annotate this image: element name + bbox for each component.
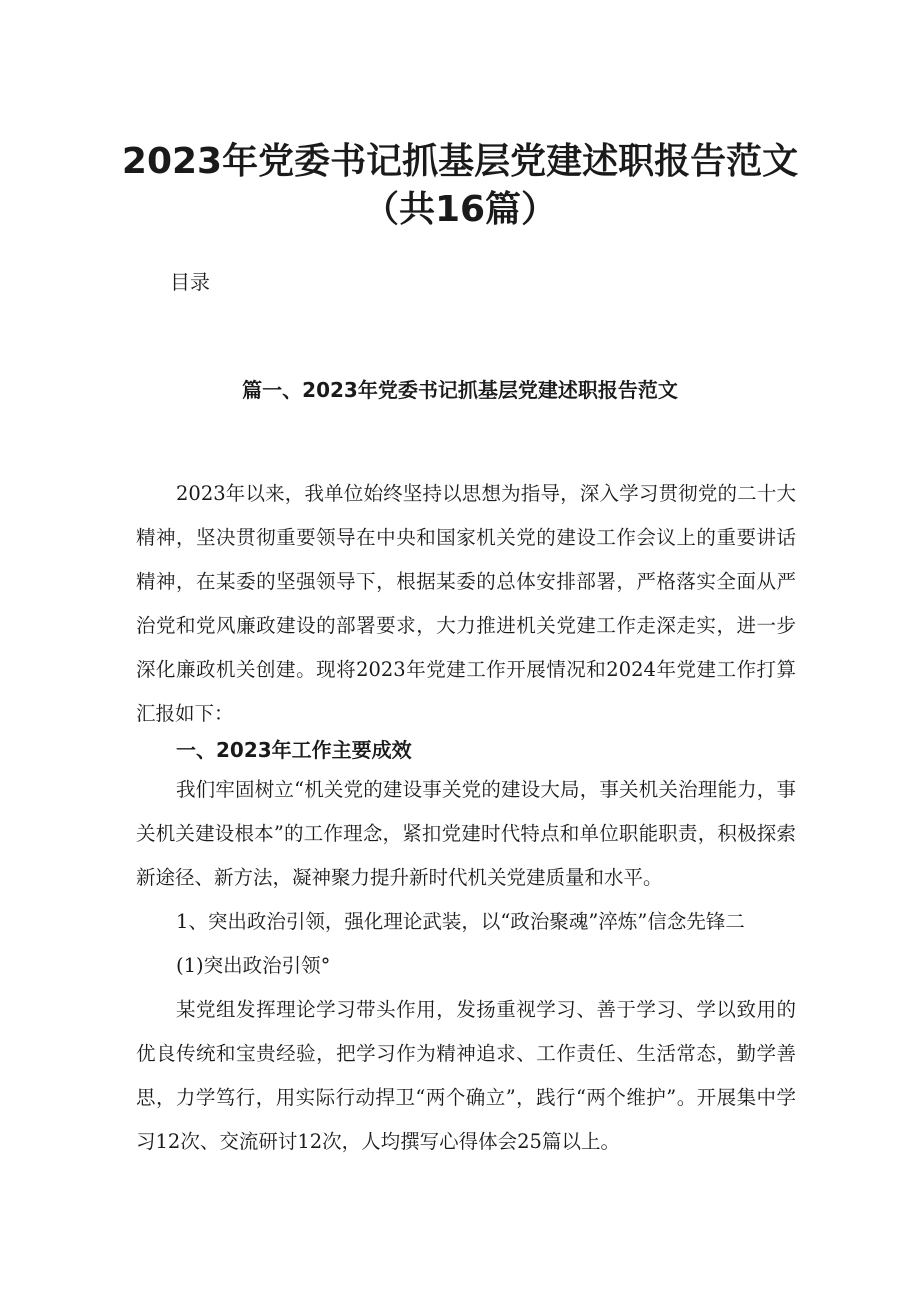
paragraph-subitem-1: (1)突出政治引领°	[176, 954, 331, 977]
paragraph-study: 某党组发挥理论学习带头作用，发扬重视学习、善于学习、学以致用的优良传统和宝贵经验，把学习作为精神追求、工作责任、生活常态，勤学善思，力学笃行，用实际行动捍卫“两个确立”，践行“两个维护”。开展集中学习12次、交流研讨12次，人均撰写心得体会25篇以上。	[136, 998, 796, 1153]
paragraph-philosophy: 我们牢固树立“机关党的建设事关党的建设大局，事关机关治理能力，事关机关建设根本”的工作理念，紧扣党建时代特点和单位职能职责，积极探索新途径、新方法，凝神聚力提升新时代机关党建质量和水平。	[136, 778, 796, 889]
document-title-line2: （共16篇）	[362, 189, 558, 230]
document-title-line1: 2023年党委书记抓基层党建述职报告范文	[121, 141, 799, 182]
heading-achievements: 一、2023年工作主要成效	[176, 738, 412, 762]
section-title: 篇一、2023年党委书记抓基层党建述职报告范文	[242, 378, 678, 402]
paragraph-item-1: 1、突出政治引领，强化理论武装，以“政治聚魂”淬炼”信念先锋二	[176, 910, 745, 933]
toc-label: 目录	[170, 270, 210, 294]
paragraph-intro: 2023年以来，我单位始终坚持以思想为指导，深入学习贯彻党的二十大精神，坚决贯彻重要领导在中央和国家机关党的建设工作会议上的重要讲话精神，在某委的坚强领导下，根据某委的总体安排部署，严格落实全面从严治党和党风廉政建设的部署要求，大力推进机关党建工作走深走实，进一步深化廉政机关创建。现将2023年党建工作开展情况和2024年党建工作打算汇报如下：	[136, 482, 796, 725]
